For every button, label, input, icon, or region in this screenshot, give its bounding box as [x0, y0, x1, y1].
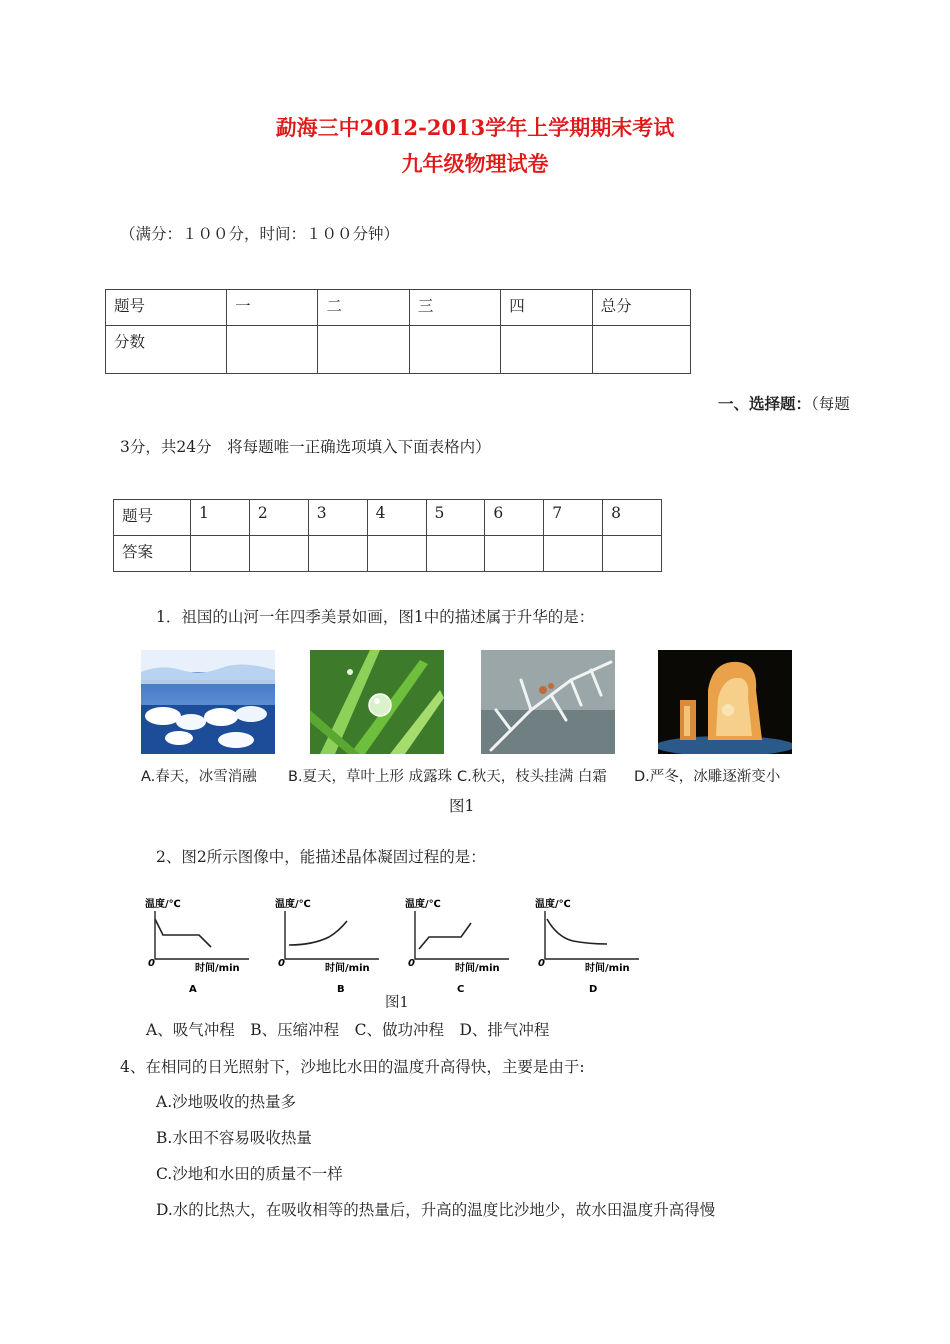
score-row-label: 分数 — [106, 326, 227, 374]
graph-letter: C — [457, 984, 465, 993]
graph-letter: A — [189, 984, 197, 993]
score-table — [105, 289, 691, 374]
graph-xlabel: 时间/min — [455, 963, 500, 974]
question-4: 4、在相同的日光照射下，沙地比水田的温度升高得快，主要是由于: — [120, 1058, 585, 1076]
score-cell[interactable] — [501, 326, 592, 374]
question-1: 1．祖国的山河一年四季美景如画，图1中的描述属于升华的是： — [156, 608, 595, 626]
answer-number: 4 — [367, 500, 426, 536]
photo-frost-branch — [481, 650, 615, 754]
graph-ylabel: 温度/℃ — [275, 899, 311, 910]
answer-number: 6 — [485, 500, 544, 536]
graph-ylabel: 温度/℃ — [535, 899, 571, 910]
question-3-options: A、吸气冲程 B、压缩冲程 C、做功冲程 D、排气冲程 — [146, 1021, 550, 1039]
section-heading — [718, 392, 850, 414]
section-heading-tail: （每题 — [811, 395, 850, 413]
graph-origin: 0 — [278, 958, 285, 969]
graph-ylabel: 温度/℃ — [405, 899, 441, 910]
graph-letter: D — [589, 984, 598, 993]
graph-origin: 0 — [538, 958, 545, 969]
answer-number: 5 — [426, 500, 485, 536]
answer-cell[interactable] — [426, 536, 485, 572]
score-head-cell: 三 — [409, 290, 500, 326]
question-4-option-c: C.沙地和水田的质量不一样 — [156, 1165, 343, 1183]
section-instruction: 3分，共24分 将每题唯一正确选项填入下面表格内） — [120, 438, 491, 456]
photo-snow-melting — [141, 650, 275, 754]
photo-dew-grass — [310, 650, 444, 754]
score-head-cell: 总分 — [592, 290, 690, 326]
question-4-option-b: B.水田不容易吸收热量 — [156, 1129, 312, 1147]
answer-cell[interactable] — [308, 536, 367, 572]
section-heading-label: 一、选择题： — [718, 394, 812, 413]
photo-ice-sculpture — [658, 650, 792, 754]
answer-number: 2 — [249, 500, 308, 536]
figure-2-label: 图1 — [385, 995, 409, 1011]
graph-b — [273, 893, 393, 993]
answer-number: 7 — [544, 500, 603, 536]
caption-a: A.春天，冰雪消融 — [141, 769, 257, 785]
graph-c — [403, 893, 523, 993]
graph-d — [533, 893, 653, 993]
answer-cell[interactable] — [485, 536, 544, 572]
caption-c: C.秋天，枝头挂满 白霜 — [457, 769, 607, 785]
score-cell[interactable] — [227, 326, 318, 374]
exam-meta: （满分：１００分，时间：１００分钟） — [120, 225, 400, 243]
score-head-cell: 四 — [501, 290, 592, 326]
answer-head-label: 题号 — [114, 500, 191, 536]
answer-table — [113, 499, 662, 572]
caption-b: B.夏天，草叶上形 成露珠 — [288, 769, 453, 785]
graph-origin: 0 — [408, 958, 415, 969]
graph-a — [143, 893, 263, 993]
answer-number: 1 — [191, 500, 250, 536]
question-2: 2、图2所示图像中，能描述晶体凝固过程的是： — [156, 848, 486, 866]
question-4-option-a: A.沙地吸收的热量多 — [156, 1093, 297, 1111]
score-head-cell: 一 — [227, 290, 318, 326]
graph-xlabel: 时间/min — [325, 963, 370, 974]
score-cell[interactable] — [592, 326, 690, 374]
graph-ylabel: 温度/℃ — [145, 899, 181, 910]
score-cell[interactable] — [409, 326, 500, 374]
graph-xlabel: 时间/min — [195, 963, 240, 974]
graph-letter: B — [337, 984, 345, 993]
answer-number: 8 — [603, 500, 662, 536]
figure-1-label: 图1 — [449, 797, 475, 815]
score-head-cell: 题号 — [106, 290, 227, 326]
answer-cell[interactable] — [603, 536, 662, 572]
caption-d: D.严冬，冰雕逐渐变小 — [634, 769, 781, 785]
answer-cell[interactable] — [249, 536, 308, 572]
answer-number: 3 — [308, 500, 367, 536]
answer-row-label: 答案 — [114, 536, 191, 572]
page-title: 勐海三中2012-2013学年上学期期末考试 — [275, 115, 675, 140]
graph-xlabel: 时间/min — [585, 963, 630, 974]
question-4-option-d: D.水的比热大，在吸收相等的热量后，升高的温度比沙地少，故水田温度升高得慢 — [156, 1201, 716, 1219]
answer-cell[interactable] — [544, 536, 603, 572]
answer-cell[interactable] — [367, 536, 426, 572]
score-head-cell: 二 — [318, 290, 409, 326]
page-subtitle: 九年级物理试卷 — [401, 151, 549, 176]
score-cell[interactable] — [318, 326, 409, 374]
answer-cell[interactable] — [191, 536, 250, 572]
graph-origin: 0 — [148, 958, 155, 969]
